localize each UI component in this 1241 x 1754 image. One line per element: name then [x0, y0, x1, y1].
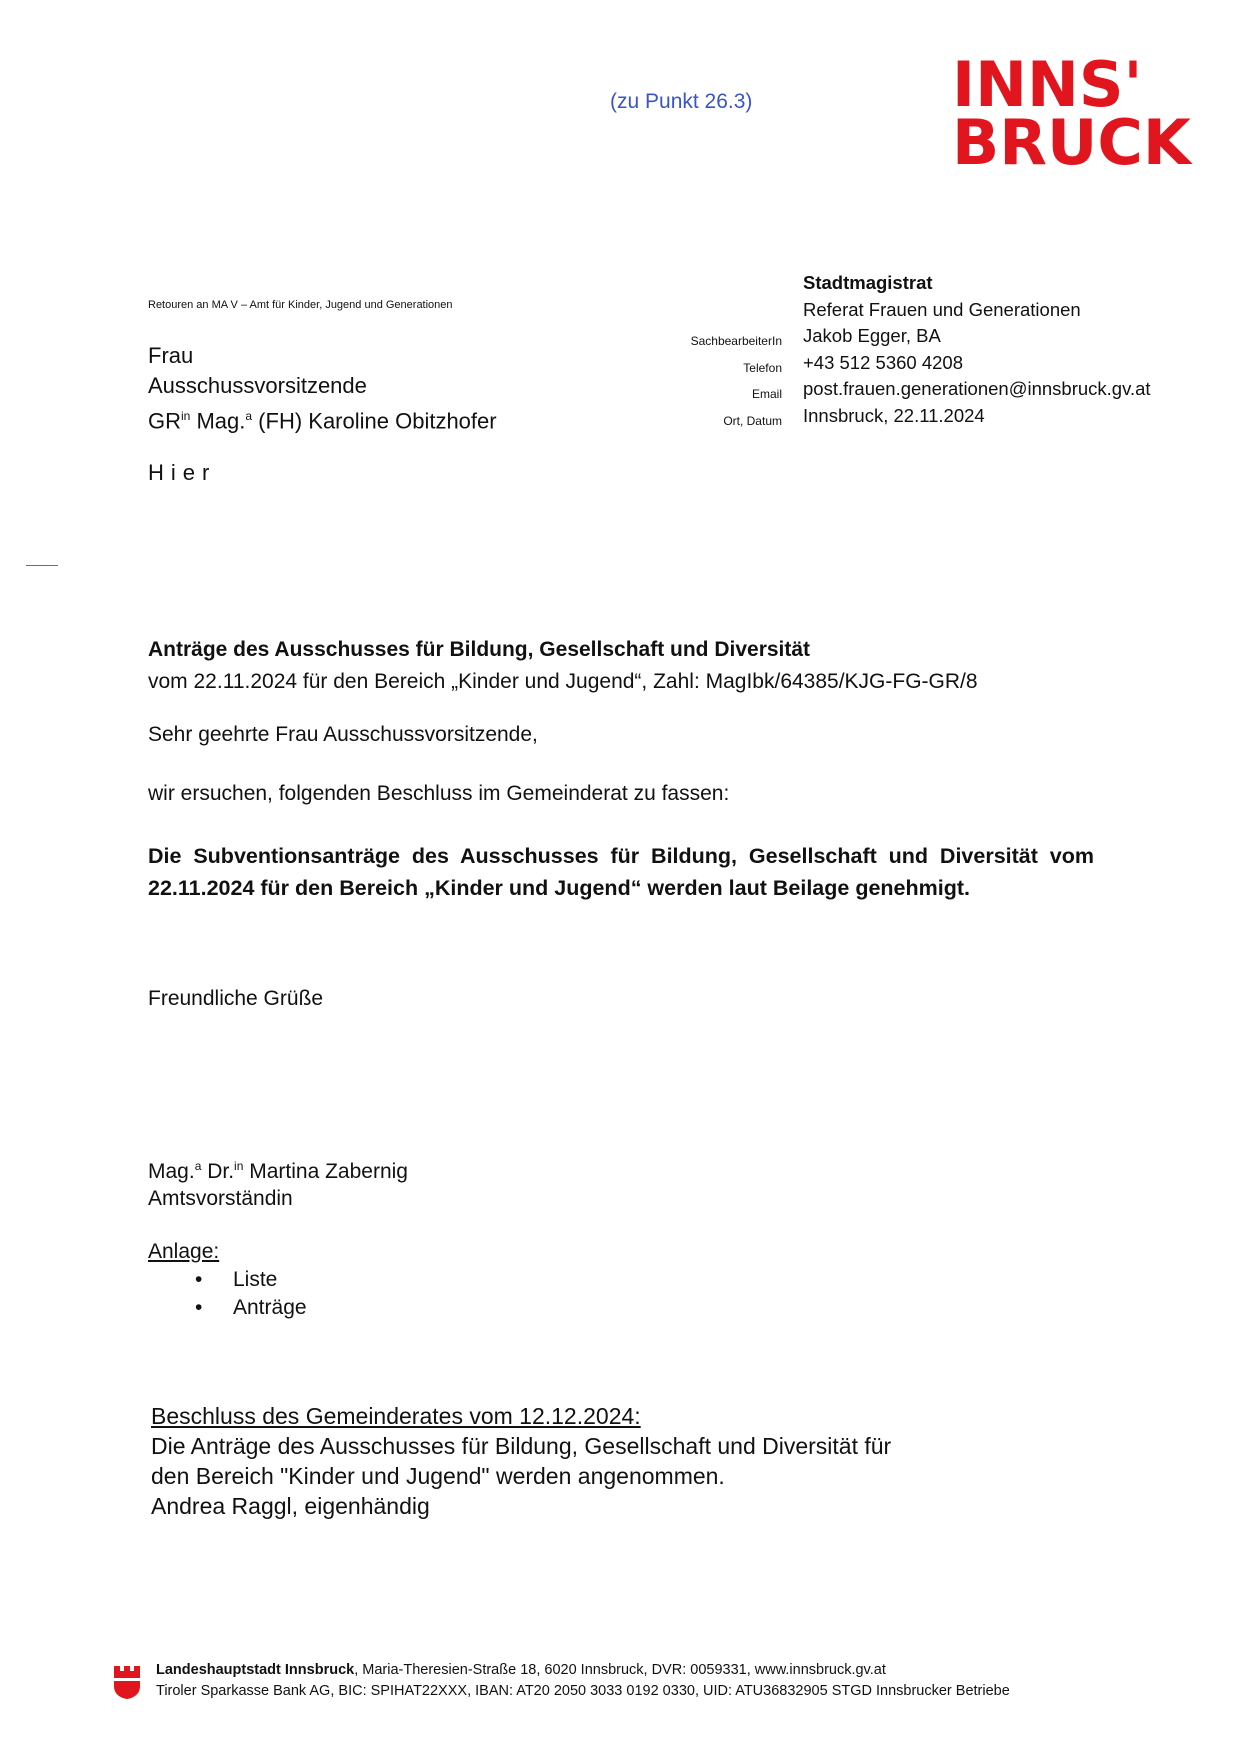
list-item: • Liste — [233, 1266, 307, 1294]
council-decision-signer: Andrea Raggl, eigenhändig — [151, 1493, 430, 1519]
return-address: Retouren an MA V – Amt für Kinder, Jugend und Generationen — [148, 299, 453, 311]
sender-block — [803, 270, 1151, 429]
council-decision-line: den Bereich "Kinder und Jugend" werden angenommen. — [151, 1463, 725, 1489]
footer-lines — [156, 1660, 1010, 1702]
sender-email: post.frauen.generationen@innsbruck.gv.at — [803, 378, 1151, 399]
sender-place-date: Innsbruck, 22.11.2024 — [803, 404, 985, 426]
label-email: Email — [751, 387, 782, 401]
signatory-role: Amtsvorständin — [148, 1187, 293, 1210]
sender-meta-labels — [660, 328, 782, 434]
recipient-salutation: Frau — [148, 343, 194, 368]
subject — [148, 634, 1094, 698]
council-decision-title: Beschluss des Gemeinderates vom 12.12.2024: — [151, 1403, 641, 1429]
innsbruck-logo — [952, 48, 1191, 179]
resolution-text: Die Subventionsanträge des Ausschusses für Bildung, Gesellschaft und Diversität vom 22.11.2024 für den Bereich „Kinder und Jugend“ werden laut Beilage genehmigt. — [148, 844, 1094, 900]
sender-clerk: Jakob Egger, BA — [803, 325, 941, 346]
attachments-title: Anlage: — [148, 1240, 220, 1263]
recipient-role: Ausschussvorsitzende — [148, 373, 367, 398]
signature-block — [148, 1153, 408, 1212]
closing: Freundliche Grüße — [148, 987, 324, 1010]
footer-line-2: Tiroler Sparkasse Bank AG, BIC: SPIHAT22XXX, IBAN: AT20 2050 3033 0192 0330, UID: ATU36832905 STGD Innsbrucker Betriebe — [156, 1683, 1010, 1699]
subject-detail: vom 22.11.2024 für den Bereich „Kinder und Jugend“, Zahl: MagIbk/64385/KJG-FG-GR/8 — [148, 670, 978, 693]
margin-mark — [26, 565, 58, 566]
attachments — [148, 1238, 307, 1322]
label-clerk: SachbearbeiterIn — [690, 334, 782, 348]
recipient-local-note: Hier — [148, 460, 217, 485]
label-phone: Telefon — [743, 360, 782, 375]
city-crest-icon — [112, 1664, 142, 1700]
logo-line-1: INNS' — [952, 48, 1143, 121]
sender-org: Stadtmagistrat — [803, 272, 933, 293]
attachments-list — [148, 1266, 307, 1322]
agenda-reference: (zu Punkt 26.3) — [610, 90, 753, 113]
greeting: Sehr geehrte Frau Ausschussvorsitzende, — [148, 723, 538, 746]
council-decision-line: Die Anträge des Ausschusses für Bildung, Gesellschaft und Diversität für — [151, 1433, 892, 1459]
subject-title: Anträge des Ausschusses für Bildung, Gesellschaft und Diversität — [148, 638, 811, 661]
recipient-name: $GR^{in}$ Mag.$^a$ (FH) Karoline Obitzhofer — [148, 408, 497, 434]
recipient-address — [148, 341, 497, 436]
signatory-name: Mag.$^a$ Dr.$^{in}$ Martina Zabernig — [148, 1159, 408, 1183]
request-text: wir ersuchen, folgenden Beschluss im Gemeinderat zu fassen: — [148, 782, 730, 805]
sender-dept: Referat Frauen und Generationen — [803, 298, 1081, 320]
sender-phone: +43 512 5360 4208 — [803, 351, 963, 373]
council-decision-stamp — [151, 1401, 891, 1521]
label-place-date: Ort, Datum — [723, 413, 782, 428]
list-item: • Anträge — [233, 1294, 307, 1322]
footer-line-1: Landeshauptstadt Innsbruck, Maria-Theresien-Straße 18, 6020 Innsbruck, DVR: 0059331, www.innsbruck.gv.at — [156, 1662, 886, 1678]
logo-line-2: BRUCK — [952, 106, 1191, 179]
